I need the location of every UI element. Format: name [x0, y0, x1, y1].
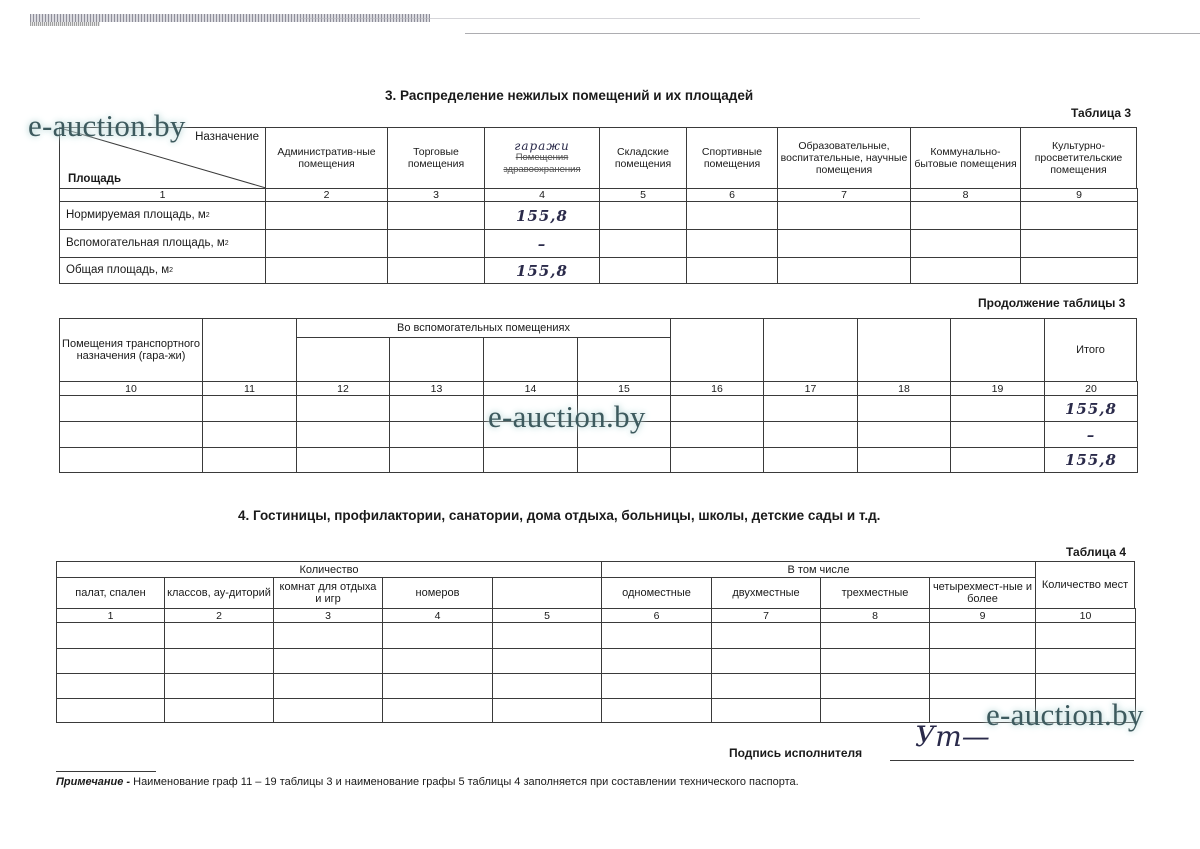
column-number: 5 [492, 608, 602, 623]
column-number: 13 [389, 381, 484, 396]
watermark: e-auction.by [488, 399, 646, 434]
superscript: 2 [169, 267, 174, 274]
table-cell [929, 648, 1036, 674]
table3c-header-col17 [763, 318, 858, 382]
table-cell [59, 421, 203, 448]
table-cell [601, 673, 712, 699]
table-cell [820, 648, 930, 674]
table-cell [1020, 229, 1138, 258]
column-number: 12 [296, 381, 390, 396]
row-label-text: Общая площадь, м [66, 264, 170, 276]
table4-quantity-group: Количество [56, 561, 602, 578]
signature-line [890, 760, 1134, 761]
table-cell [164, 622, 274, 649]
column-number: 15 [577, 381, 671, 396]
table-cell [599, 201, 687, 230]
table4-header-col6: одноместные [601, 577, 712, 609]
table-cell [711, 648, 821, 674]
column-number: 7 [777, 188, 911, 202]
table-cell [387, 229, 485, 258]
table-cell [601, 648, 712, 674]
table-cell [296, 421, 390, 448]
table-cell [929, 622, 1036, 649]
table-cell [910, 257, 1021, 284]
table4-header-col7: двухместные [711, 577, 821, 609]
table-cell [777, 257, 911, 284]
table3c-header-col16 [670, 318, 764, 382]
table-cell [483, 447, 578, 473]
table-cell [601, 698, 712, 723]
watermark: e-auction.by [28, 108, 186, 143]
footnote [56, 776, 799, 788]
table-cell [389, 447, 484, 473]
column-number: 14 [483, 381, 578, 396]
table-cell: – [484, 229, 600, 258]
column-number: 10 [59, 381, 203, 396]
table4-header-col1: палат, спален [56, 577, 165, 609]
table4-header-col3: комнат для отдыха и игр [273, 577, 383, 609]
table-cell [763, 447, 858, 473]
table3-label: Таблица 3 [1071, 106, 1132, 120]
table3c-header-col12 [296, 337, 390, 382]
table3-header-col4 [484, 127, 600, 189]
table-cell [56, 673, 165, 699]
column-number: 1 [56, 608, 165, 623]
table-cell [929, 673, 1036, 699]
table-cell [164, 648, 274, 674]
table4-header-col5 [492, 577, 602, 609]
row-label-text: Нормируемая площадь, м [66, 209, 206, 221]
table-cell [599, 229, 687, 258]
table-cell [577, 447, 671, 473]
table-cell: 155,8 [484, 201, 600, 230]
table-cell [164, 673, 274, 699]
table-cell [296, 395, 390, 422]
table-cell [820, 622, 930, 649]
table-cell [492, 648, 602, 674]
table-cell [273, 622, 383, 649]
table-cell [202, 395, 297, 422]
column-number: 4 [382, 608, 493, 623]
table3c-header-col10: Помещения транспортного назначения (гара-жи) [59, 318, 203, 382]
table3-continuation-label: Продолжение таблицы 3 [978, 296, 1126, 310]
table3-header-col9: Культурно-просветительские помещения [1020, 127, 1137, 189]
table3c-header-col13 [389, 337, 484, 382]
table-cell [599, 257, 687, 284]
table-cell [265, 257, 388, 284]
row-label [59, 257, 266, 284]
table-cell [711, 698, 821, 723]
table4-header-col2: классов, ау-диторий [164, 577, 274, 609]
table-cell [273, 698, 383, 723]
column-number: 1 [59, 188, 266, 202]
table-cell [296, 447, 390, 473]
column-number: 10 [1035, 608, 1136, 623]
table3c-header-col14 [483, 337, 578, 382]
column-number: 9 [929, 608, 1036, 623]
table4-header-col8: трехместные [820, 577, 930, 609]
watermark: e-auction.by [986, 697, 1144, 732]
table3c-header-total: Итого [1044, 318, 1137, 382]
table-cell [670, 447, 764, 473]
table-cell [1020, 257, 1138, 284]
table-cell [59, 447, 203, 473]
section4-title: 4. Гостиницы, профилактории, санатории, дома отдыха, больницы, школы, детские сады и т.д. [238, 508, 881, 523]
table4-label: Таблица 4 [1066, 545, 1127, 559]
table-cell [857, 447, 951, 473]
footnote-prefix: Примечание - [56, 776, 131, 788]
struck-label: Помещения здравоохранения [503, 152, 581, 175]
row-label [59, 201, 266, 230]
column-number: 5 [599, 188, 687, 202]
column-number: 17 [763, 381, 858, 396]
table-cell [265, 229, 388, 258]
table-cell [389, 395, 484, 422]
table-cell [202, 421, 297, 448]
table3c-header-col11 [202, 318, 297, 382]
table-cell [1035, 622, 1136, 649]
table-cell [382, 622, 493, 649]
table-cell [857, 395, 951, 422]
signature-label: Подпись исполнителя [729, 746, 863, 760]
column-number: 2 [164, 608, 274, 623]
column-number: 9 [1020, 188, 1138, 202]
table-cell [202, 447, 297, 473]
table4-including-group: В том числе [601, 561, 1036, 578]
table-cell [56, 698, 165, 723]
column-number: 8 [820, 608, 930, 623]
table-cell [1020, 201, 1138, 230]
table-cell [686, 229, 778, 258]
scan-artifact [30, 22, 100, 26]
row-label [59, 229, 266, 258]
table-cell [56, 648, 165, 674]
table-cell [382, 673, 493, 699]
table3-header-col6: Спортивные помещения [686, 127, 778, 189]
table3c-header-col19 [950, 318, 1045, 382]
column-number: 20 [1044, 381, 1138, 396]
table-cell: 155,8 [1044, 395, 1138, 422]
table-cell [382, 698, 493, 723]
table-cell [763, 421, 858, 448]
table-cell [910, 229, 1021, 258]
column-number: 8 [910, 188, 1021, 202]
table-cell: 155,8 [1044, 447, 1138, 473]
table-cell [1035, 648, 1136, 674]
table-cell [857, 421, 951, 448]
column-number: 6 [601, 608, 712, 623]
table-cell [59, 395, 203, 422]
table-cell [56, 622, 165, 649]
corner-label-area: Площадь [68, 173, 122, 185]
table-cell [492, 622, 602, 649]
table3-header-col8: Коммунально-бытовые помещения [910, 127, 1021, 189]
table-cell [387, 257, 485, 284]
table-cell [387, 201, 485, 230]
table4-header-col10: Количество мест [1035, 561, 1135, 609]
table-cell [670, 421, 764, 448]
section3-title: 3. Распределение нежилых помещений и их площадей [385, 88, 754, 103]
table-cell [950, 447, 1045, 473]
table-cell [601, 622, 712, 649]
scan-artifact [465, 33, 1200, 34]
table3c-aux-group-header: Во вспомогательных помещениях [296, 318, 671, 338]
table-cell [670, 395, 764, 422]
table3c-header-col18 [857, 318, 951, 382]
table-cell [777, 229, 911, 258]
table-cell: – [1044, 421, 1138, 448]
column-number: 16 [670, 381, 764, 396]
table4-header-col4: номеров [382, 577, 493, 609]
table3-header-col7: Образовательные, воспитательные, научные помещения [777, 127, 911, 189]
footnote-rule [56, 771, 156, 772]
column-number: 11 [202, 381, 297, 396]
column-number: 6 [686, 188, 778, 202]
column-number: 2 [265, 188, 388, 202]
table3-header-col5: Складские помещения [599, 127, 687, 189]
table-cell [711, 673, 821, 699]
table3c-header-col15 [577, 337, 671, 382]
table-cell [164, 698, 274, 723]
column-number: 4 [484, 188, 600, 202]
table-cell [686, 201, 778, 230]
table4-header-col9: четырехмест-ные и более [929, 577, 1036, 609]
table-cell [492, 673, 602, 699]
table-cell [910, 201, 1021, 230]
table-cell [273, 648, 383, 674]
column-number: 18 [857, 381, 951, 396]
table-cell [1035, 673, 1136, 699]
table-cell [820, 673, 930, 699]
table-cell [950, 395, 1045, 422]
column-number: 7 [711, 608, 821, 623]
table-cell [820, 698, 930, 723]
table-cell [686, 257, 778, 284]
signature-mark: Ут— [915, 720, 990, 753]
column-number: 3 [273, 608, 383, 623]
corner-label-purpose: Назначение [195, 131, 259, 143]
row-label-text: Вспомогательная площадь, м [66, 237, 225, 249]
table3-header-col3: Торговые помещения [387, 127, 485, 189]
scan-artifact [300, 18, 920, 19]
table-cell [265, 201, 388, 230]
superscript: 2 [224, 240, 229, 247]
table-cell [763, 395, 858, 422]
footnote-text: Наименование граф 11 – 19 таблицы 3 и наименование графы 5 таблицы 4 заполняется при составлении технического паспорта. [133, 776, 799, 788]
table-cell: 155,8 [484, 257, 600, 284]
column-number: 19 [950, 381, 1045, 396]
table-cell [950, 421, 1045, 448]
column-number: 3 [387, 188, 485, 202]
table-cell [389, 421, 484, 448]
table-cell [492, 698, 602, 723]
table-cell [777, 201, 911, 230]
handwritten-garages: гаражи [514, 139, 570, 153]
superscript: 2 [205, 212, 210, 219]
table-cell [273, 673, 383, 699]
table-cell [382, 648, 493, 674]
table-cell [711, 622, 821, 649]
table3-header-col2: Административ-ные помещения [265, 127, 388, 189]
